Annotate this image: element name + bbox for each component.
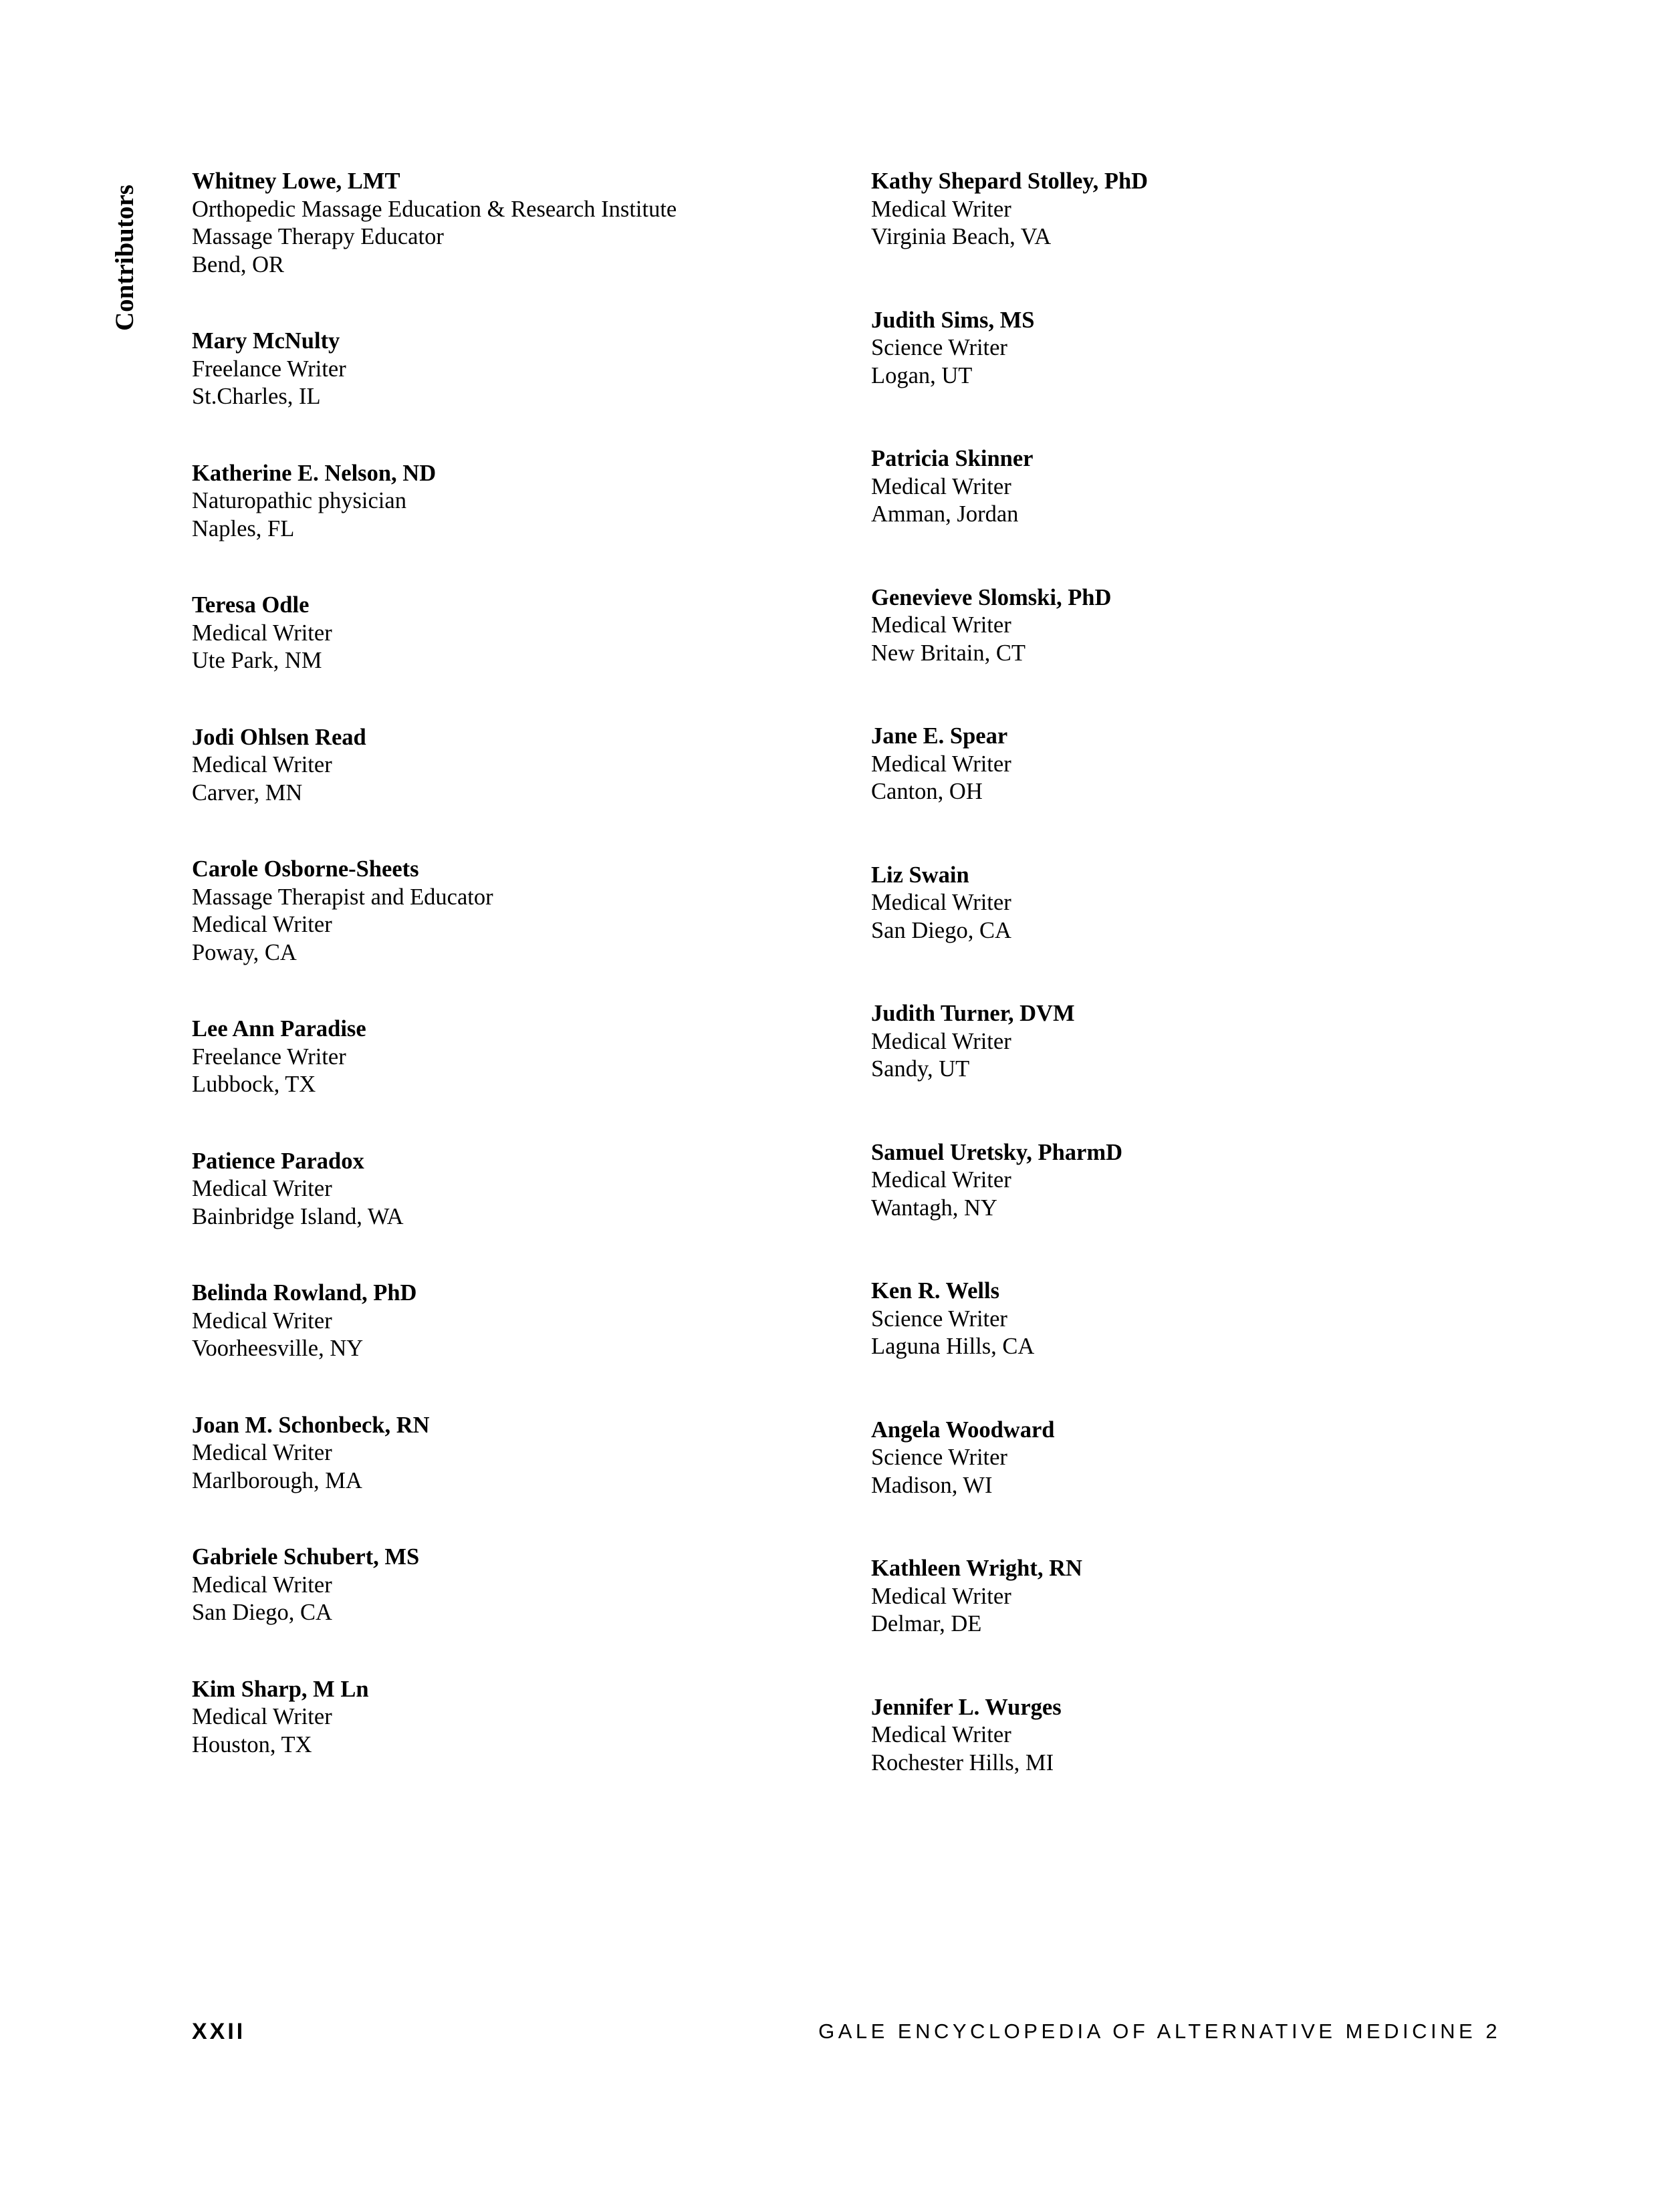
contributor-detail: Virginia Beach, VA xyxy=(871,224,1052,249)
contributor-detail: Medical Writer xyxy=(871,1167,1011,1193)
contributor-detail: Madison, WI xyxy=(871,1472,993,1498)
contributor-detail: Orthopedic Massage Education & Research Institute xyxy=(192,196,677,222)
contributor-detail: Science Writer xyxy=(871,335,1007,360)
contributor-entry xyxy=(871,862,1540,945)
contributor-name: Genevieve Slomski, PhD xyxy=(871,584,1112,610)
contributor-entry xyxy=(192,1015,860,1099)
contributor-name: Angela Woodward xyxy=(871,1417,1055,1443)
contributor-entry xyxy=(871,1694,1540,1778)
book-title-footer: GALE ENCYCLOPEDIA OF ALTERNATIVE MEDICINE 2 xyxy=(818,2019,1501,2043)
contributor-detail: Medical Writer xyxy=(192,1704,332,1729)
contributor-name: Carole Osborne-Sheets xyxy=(192,856,419,882)
contributor-name: Teresa Odle xyxy=(192,592,310,618)
contributor-name: Whitney Lowe, LMT xyxy=(192,168,400,194)
contributor-name: Judith Sims, MS xyxy=(871,307,1035,333)
contributor-detail: Medical Writer xyxy=(192,620,332,646)
contributor-name: Kathy Shepard Stolley, PhD xyxy=(871,168,1149,194)
contributor-detail: Lubbock, TX xyxy=(192,1072,316,1097)
contributor-name: Patience Paradox xyxy=(192,1148,364,1174)
contributor-name: Gabriele Schubert, MS xyxy=(192,1544,420,1570)
contributor-name: Jennifer L. Wurges xyxy=(871,1694,1062,1720)
contributor-detail: San Diego, CA xyxy=(871,917,1011,943)
contributor-name: Mary McNulty xyxy=(192,328,340,354)
contributor-detail: Science Writer xyxy=(871,1306,1007,1332)
contributor-detail: Medical Writer xyxy=(192,752,332,777)
contributors-right-column xyxy=(871,168,1540,1777)
contributor-name: Kim Sharp, M Ln xyxy=(192,1676,369,1702)
contributor-name: Liz Swain xyxy=(871,862,969,888)
contributor-name: Kathleen Wright, RN xyxy=(871,1556,1082,1581)
contributors-left-column xyxy=(192,168,860,1759)
contributor-entry xyxy=(871,584,1540,668)
contributor-detail: Medical Writer xyxy=(871,196,1011,222)
contributor-entry xyxy=(871,307,1540,390)
contributor-entry xyxy=(192,460,860,543)
contributor-entry xyxy=(871,1555,1540,1638)
contributor-detail: Medical Writer xyxy=(871,751,1011,777)
contributor-entry xyxy=(192,856,860,967)
contributor-detail: Bainbridge Island, WA xyxy=(192,1203,404,1229)
contributor-entry xyxy=(192,1412,860,1495)
contributor-detail: Massage Therapist and Educator xyxy=(192,884,493,910)
contributor-entry xyxy=(871,723,1540,806)
section-side-label: Contributors xyxy=(110,185,139,331)
contributor-name: Samuel Uretsky, PharmD xyxy=(871,1139,1122,1165)
contributor-detail: Logan, UT xyxy=(871,362,973,388)
contributor-name: Judith Turner, DVM xyxy=(871,1001,1075,1026)
contributor-name: Patricia Skinner xyxy=(871,446,1034,471)
contributor-detail: Poway, CA xyxy=(192,939,297,965)
contributor-detail: Marlborough, MA xyxy=(192,1467,362,1493)
contributor-detail: Laguna Hills, CA xyxy=(871,1334,1035,1359)
contributor-name: Ken R. Wells xyxy=(871,1278,1000,1304)
contributor-entry xyxy=(192,1544,860,1627)
contributor-detail: Medical Writer xyxy=(192,1572,332,1598)
contributor-detail: Ute Park, NM xyxy=(192,648,322,673)
contributor-detail: Freelance Writer xyxy=(192,1044,346,1070)
contributor-detail: St.Charles, IL xyxy=(192,384,321,409)
contributor-detail: Wantagh, NY xyxy=(871,1195,997,1221)
contributor-detail: Medical Writer xyxy=(871,1028,1011,1054)
contributor-detail: Medical Writer xyxy=(871,890,1011,915)
contributor-detail: Voorheesville, NY xyxy=(192,1336,364,1361)
contributor-entry xyxy=(192,592,860,675)
contributor-detail: Carver, MN xyxy=(192,779,303,806)
contributor-entry xyxy=(192,328,860,411)
contributor-detail: Bend, OR xyxy=(192,251,284,277)
contributor-detail: Naturopathic physician xyxy=(192,488,406,513)
contributor-detail: San Diego, CA xyxy=(192,1600,332,1625)
contributor-name: Joan M. Schonbeck, RN xyxy=(192,1412,430,1438)
contributor-entry xyxy=(871,168,1540,251)
contributor-detail: Houston, TX xyxy=(192,1731,312,1757)
contributor-detail: New Britain, CT xyxy=(871,640,1026,666)
contributor-name: Belinda Rowland, PhD xyxy=(192,1280,417,1306)
contributor-name: Katherine E. Nelson, ND xyxy=(192,460,437,486)
contributor-entry xyxy=(192,1148,860,1231)
contributor-entry xyxy=(192,724,860,808)
contributor-name: Lee Ann Paradise xyxy=(192,1016,366,1041)
contributor-detail: Amman, Jordan xyxy=(871,501,1019,527)
contributor-name: Jodi Ohlsen Read xyxy=(192,724,366,750)
contributor-entry xyxy=(871,1417,1540,1500)
contributor-detail: Medical Writer xyxy=(192,1308,332,1334)
contributor-detail: Canton, OH xyxy=(871,779,983,804)
contributor-detail: Medical Writer xyxy=(871,1722,1011,1747)
contributor-detail: Medical Writer xyxy=(871,473,1011,499)
contributor-detail: Rochester Hills, MI xyxy=(871,1749,1054,1775)
contributor-entry xyxy=(192,1279,860,1363)
contributor-entry xyxy=(871,1277,1540,1361)
contributor-detail: Medical Writer xyxy=(871,612,1011,638)
contributor-detail: Delmar, DE xyxy=(871,1611,982,1636)
contributor-entry xyxy=(871,445,1540,529)
contributor-entry xyxy=(871,1139,1540,1223)
contributor-detail: Medical Writer xyxy=(192,1440,332,1465)
contributor-detail: Medical Writer xyxy=(192,1176,332,1201)
contributor-detail: Freelance Writer xyxy=(192,356,346,382)
contributor-detail: Massage Therapy Educator xyxy=(192,224,444,249)
contributor-entry xyxy=(871,1000,1540,1084)
page-number: XXII xyxy=(192,2019,246,2044)
contributor-detail: Sandy, UT xyxy=(871,1056,970,1082)
contributor-entry xyxy=(192,1676,860,1759)
contributor-name: Jane E. Spear xyxy=(871,723,1008,749)
contributor-detail: Science Writer xyxy=(871,1445,1007,1470)
contributor-detail: Naples, FL xyxy=(192,515,295,541)
contributor-detail: Medical Writer xyxy=(871,1583,1011,1609)
contributor-detail: Medical Writer xyxy=(192,912,332,937)
contributor-entry xyxy=(192,168,860,279)
